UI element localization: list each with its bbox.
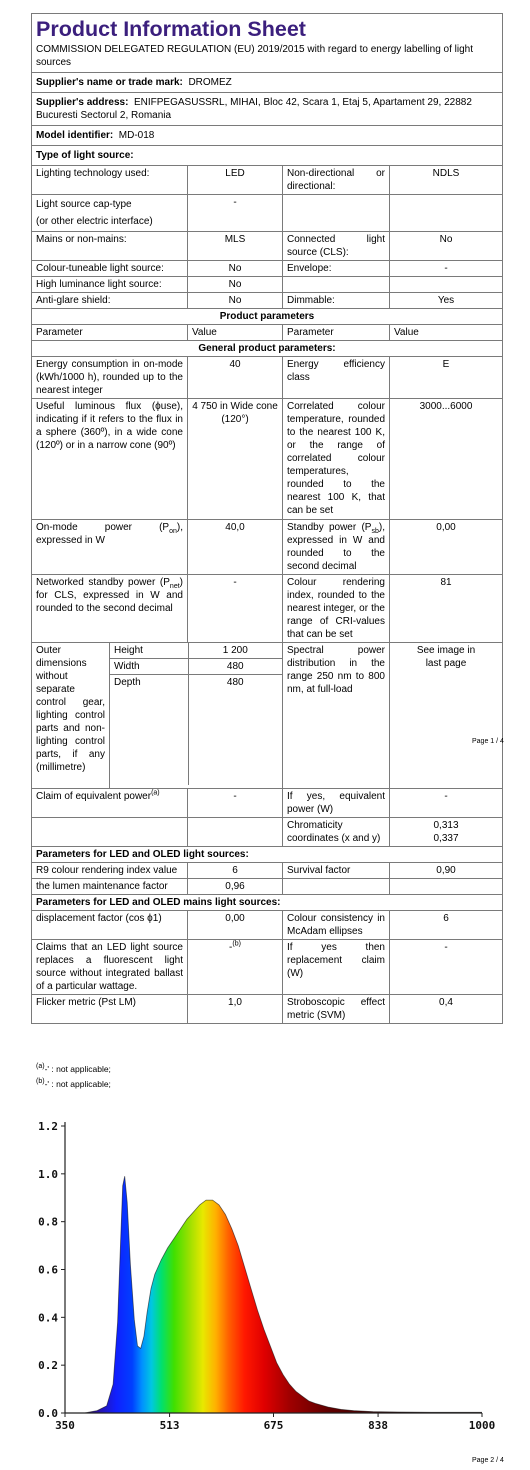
cct-value: 3000...6000 [390,399,503,520]
replacement-claim-value: - [390,940,503,995]
luminous-flux-label: Useful luminous flux (ϕuse), indicating if it refers to the flux in a sphere (360º), in a wide cone (120º) or in a narrow cone (90º) [32,399,188,520]
r9-value: 6 [188,863,283,879]
equivalent-power-row [32,789,503,818]
flicker-metric-value: 1,0 [188,995,283,1024]
y-tick-label: 0.0 [38,1407,58,1420]
row-value: LED [188,166,283,195]
row-label: Lighting technology used: [32,166,188,195]
model-identifier-label: Model identifier: [36,130,114,141]
row-label: Connected light source (CLS): [283,232,390,261]
energy-row [32,357,503,399]
flux-row [32,399,503,520]
lighting-technology-row [32,166,503,195]
spectral-distribution-label: Spectral power distribution in the range 250 nm to 800 nm, at full-load [283,643,390,789]
empty-cell [188,818,283,847]
product-information-table [31,13,503,1024]
column-header-parameter: Parameter [283,325,390,341]
r9-label: R9 colour rendering index value [32,863,188,879]
fluorescent-claim-value: -$^{(b)}$ [188,940,283,995]
page-title: Product Information Sheet [36,17,306,41]
supplier-address-label: Supplier's address: [36,97,129,108]
empty-cell [390,879,503,895]
cct-label: Correlated colour temperature, rounded to the nearest 100 K, or the range of correlated colour temperatures, rounded to the nearest 100 K, that can be set [283,399,390,520]
equivalent-power-value: - [188,789,283,818]
x-tick-label: 1000 [468,1419,496,1432]
energy-consumption-value: 40 [188,357,283,399]
energy-efficiency-label: Energy efficiency class [283,357,390,399]
mains-row [32,232,503,261]
on-mode-power-label: On-mode power $(P_{on})$, expressed in W [32,520,188,575]
light-source-section: Type of light source: [32,146,503,166]
survival-factor-value: 0,90 [390,863,503,879]
displacement-factor-value: 0,00 [188,911,283,940]
x-tick-label: 675 [263,1419,284,1432]
row-value: No [188,261,283,277]
colour-tuneable-row [32,261,503,277]
chromaticity-value: 0,313 0,337 [390,818,503,847]
networked-standby-label: Networked standby power $(P_{net})$ for CLS, expressed in W and rounded to the second decimal [32,575,188,643]
on-mode-power-value: 40,0 [188,520,283,575]
supplier-name: DROMEZ [188,77,232,88]
networked-standby-value: - [188,575,283,643]
displacement-row [32,911,503,940]
y-tick-label: 0.6 [38,1263,58,1277]
row-label: Dimmable: [283,293,390,309]
cri-label: Colour rendering index, rounded to the nearest integer, or the range of CRI-values that can be set [283,575,390,643]
equivalent-power-w-label: If yes, equivalent power (W) [283,789,390,818]
spectral-distribution-value: See image in last page [390,643,503,789]
footnote-b: $^{(b)}$-' : not applicable; [36,1078,111,1089]
model-identifier-row [32,126,503,146]
row-label: High luminance light source: [32,277,188,293]
equivalent-power-w-value: - [390,789,503,818]
mcadam-label: Colour consistency in McAdam ellipses [283,911,390,940]
row-value [390,277,503,293]
page-number-2: Page 2 / 4 [472,1457,504,1464]
lumen-maintenance-row [32,879,503,895]
cap-type-row [32,195,503,232]
equivalent-power-label: Claim of equivalent power$^{(a)}$ [32,789,188,818]
chromaticity-label: Chromaticity coordinates (x and y) [283,818,390,847]
replacement-claim-label: If yes then replacement claim (W) [283,940,390,995]
flicker-row [32,995,503,1024]
dimensions-table [110,643,282,785]
lumen-maintenance-label: the lumen maintenance factor [32,879,188,895]
led-parameters-heading: Parameters for LED and OLED light sources: [32,847,503,863]
dimensions-label: Outer dimensions without separate control gear, lighting control parts and non-lighting control parts, if any (millimetre) [32,643,110,789]
row-label: Colour-tuneable light source: [32,261,188,277]
flicker-metric-label: Flicker metric (Pst LM) [32,995,188,1024]
header-cell [32,14,503,73]
dimension-name: Height [110,643,188,659]
high-luminance-row [32,277,503,293]
standby-power-label: Standby power $(P_{sb})$, expressed in W and rounded to the second decimal [283,520,390,575]
energy-efficiency-value: E [390,357,503,399]
column-header-row [32,325,503,341]
row-value: MLS [188,232,283,261]
product-parameters-heading: Product parameters [32,309,503,325]
x-tick-label: 838 [368,1419,389,1432]
mains-parameters-heading: Parameters for LED and OLED mains light sources: [32,895,503,911]
row-value: No [188,277,283,293]
row-value: Yes [390,293,503,309]
standby-power-value: 0,00 [390,520,503,575]
dimension-value: 480 [188,659,282,675]
column-header-parameter: Parameter [32,325,188,341]
supplier-address-row [32,93,503,126]
energy-consumption-label: Energy consumption in on-mode (kWh/1000 h), rounded up to the nearest integer [32,357,188,399]
row-label: Envelope: [283,261,390,277]
empty-cell [32,818,188,847]
empty-cell [283,879,390,895]
column-header-value: Value [390,325,503,341]
row-label [283,195,390,232]
svm-label: Stroboscopic effect metric (SVM) [283,995,390,1024]
chromaticity-row [32,818,503,847]
footnote-a: $^{(a)}$-' : not applicable; [36,1063,111,1074]
row-value: - [390,261,503,277]
mcadam-value: 6 [390,911,503,940]
anti-glare-row [32,293,503,309]
y-tick-label: 0.4 [38,1311,58,1325]
regulation-text: COMMISSION DELEGATED REGULATION (EU) 2019/2015 with regard to energy labelling of light sources [36,44,474,68]
dimension-value: 1 200 [188,643,282,659]
row-value: - [188,195,283,232]
model-identifier: MD-018 [118,130,155,141]
cri-value: 81 [390,575,503,643]
row-value [390,195,503,232]
y-tick-label: 0.2 [38,1359,58,1373]
lumen-maintenance-value: 0,96 [188,879,283,895]
row-label [283,277,390,293]
y-tick-label: 1.2 [38,1120,58,1133]
row-label: Mains or non-mains: [32,232,188,261]
y-tick-label: 1.0 [38,1167,58,1181]
x-tick-label: 350 [55,1419,75,1432]
luminous-flux-value: 4 750 in Wide cone (120°) [188,399,283,520]
y-tick-label: 0.8 [38,1215,58,1229]
row-label: Non-directional or directional: [283,166,390,195]
networked-row [32,575,503,643]
dimension-value: 480 [188,675,282,786]
svm-value: 0,4 [390,995,503,1024]
power-row [32,520,503,575]
row-value: No [390,232,503,261]
column-header-value: Value [188,325,283,341]
page-number-1: Page 1 / 4 [472,738,504,745]
claims-row [32,940,503,995]
fluorescent-claim-label: Claims that an LED light source replaces a fluorescent light source without integrated ballast of a particular wattage. [32,940,188,995]
supplier-address: ENIFPEGASUSSRL, MIHAI, Bloc 42, Scara 1, Etaj 5, Apartament 29, 22882 Bucuresti Sectorul 2, Romania [36,97,472,121]
dimension-name: Width [110,659,188,675]
x-tick-label: 513 [159,1419,180,1432]
displacement-factor-label: displacement factor (cos ϕ1) [32,911,188,940]
general-parameters-heading: General product parameters: [32,341,503,357]
row-value: No [188,293,283,309]
row-label: Light source cap-type (or other electric interface) [32,195,188,232]
dimension-name: Depth [110,675,188,786]
row-value: NDLS [390,166,503,195]
survival-factor-label: Survival factor [283,863,390,879]
spectral-power-chart [0,1110,530,1440]
supplier-name-label: Supplier's name or trade mark: [36,77,183,88]
r9-row [32,863,503,879]
row-label: Anti-glare shield: [32,293,188,309]
dimensions-row [32,643,503,789]
supplier-name-row [32,73,503,93]
dimensions-cell [110,643,283,789]
